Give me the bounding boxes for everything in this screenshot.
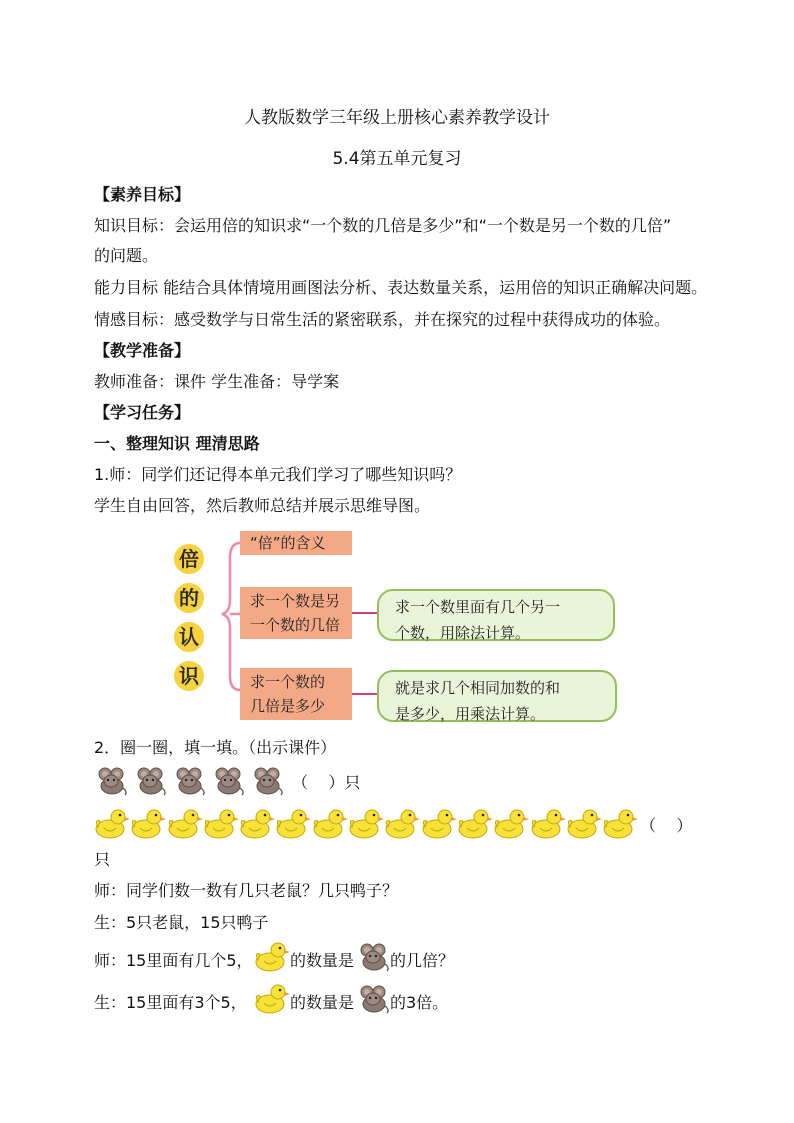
mouse-answer-blank: （ ）只 [292, 773, 361, 792]
duck-icon [167, 807, 203, 845]
duck-icon [493, 807, 529, 845]
branch-multiple-of-number [240, 668, 352, 720]
question-1-answer: 学生自由回答，然后教师总结并展示思维导图。 [94, 496, 431, 515]
branch-2-detail-line-1: 求一个数里面有几个另一 [395, 598, 561, 616]
duck-icon [94, 807, 130, 845]
mouse-row [94, 766, 289, 800]
center-char-4: 识 [174, 661, 204, 691]
duck-unit: 只 [94, 850, 111, 869]
duck-inline-icon [254, 982, 290, 1020]
teacher-line-1: 师：同学们数一数有几只老鼠？几只鸭子？ [94, 881, 399, 900]
goal-knowledge-line2: 的问题。 [94, 246, 159, 265]
student-line-2-part-a: 生：15里面有3个5， [94, 993, 247, 1012]
center-char-1: 倍 [174, 544, 204, 574]
center-char-2: 的 [174, 583, 204, 613]
mouse-icon [133, 766, 172, 800]
document-title: 人教版数学三年级上册核心素养教学设计 [244, 108, 550, 128]
goals-heading: 【素养目标】 [94, 185, 191, 204]
lesson-title: 5.4第五单元复习 [332, 149, 462, 169]
branch-2-line-1: 求一个数是另 [250, 592, 341, 610]
duck-icon [312, 807, 348, 845]
student-line-2-part-c: 的3倍。 [390, 993, 449, 1012]
duck-icon [457, 807, 493, 845]
mouse-icon [211, 766, 250, 800]
branch-meaning [240, 531, 352, 555]
mouse-inline-icon [356, 942, 390, 976]
mouse-inline-icon [356, 984, 390, 1018]
duck-answer-blank: （ ） [640, 816, 693, 835]
branch-2-detail [377, 589, 615, 641]
duck-inline-icon [254, 940, 290, 978]
duck-icon [275, 807, 311, 845]
task-heading: 【学习任务】 [94, 403, 191, 422]
goal-emotion: 情感目标：感受数学与日常生活的紧密联系，并在探究的过程中获得成功的体验。 [94, 310, 671, 329]
mindmap-brace [220, 528, 242, 700]
duck-icon [421, 807, 457, 845]
duck-row [94, 807, 638, 845]
branch-times-of-number [240, 587, 352, 639]
duck-icon [566, 807, 602, 845]
branch-3-detail-line-1: 就是求几个相同加数的和 [395, 679, 561, 697]
branch-2-detail-line-2: 个数，用除法计算。 [395, 624, 531, 642]
mouse-icon [250, 766, 289, 800]
branch-3-line-2: 几倍是多少 [250, 697, 326, 715]
mouse-icon [172, 766, 211, 800]
branch-2-line-2: 一个数的几倍 [250, 616, 341, 634]
question-2: 2．圈一圈，填一填。（出示课件） [94, 738, 337, 757]
branch-3-detail [377, 670, 617, 722]
mouse-icon [94, 766, 133, 800]
part1-heading: 一、整理知识 理清思路 [94, 434, 260, 453]
duck-icon [130, 807, 166, 845]
duck-icon [203, 807, 239, 845]
duck-icon [530, 807, 566, 845]
goal-ability: 能力目标 能结合具体情境用画图法分析、表达数量关系，运用倍的知识正确解决问题。 [94, 278, 708, 297]
prep-heading: 【教学准备】 [94, 341, 191, 360]
student-line-2-part-b: 的数量是 [290, 993, 355, 1012]
center-char-3: 认 [174, 622, 204, 652]
duck-icon [384, 807, 420, 845]
goal-knowledge-line1: 知识目标：会运用倍的知识求“一个数的几倍是多少”和“一个数是另一个数的几倍” [94, 216, 672, 235]
duck-icon [348, 807, 384, 845]
question-1: 1.师：同学们还记得本单元我们学习了哪些知识吗？ [94, 465, 462, 484]
duck-icon [602, 807, 638, 845]
teacher-line-2-part-b: 的数量是 [290, 951, 355, 970]
branch-3-line-1: 求一个数的 [250, 673, 326, 691]
duck-icon [239, 807, 275, 845]
branch-meaning-label: “倍”的含义 [250, 534, 326, 552]
teacher-line-2-part-a: 师：15里面有几个5， [94, 951, 253, 970]
branch-3-detail-line-2: 是多少，用乘法计算。 [395, 705, 546, 723]
teacher-line-2-part-c: 的几倍？ [390, 951, 455, 970]
student-line-1: 生：5只老鼠，15只鸭子 [94, 913, 269, 932]
prep-text: 教师准备：课件 学生准备：导学案 [94, 372, 340, 391]
